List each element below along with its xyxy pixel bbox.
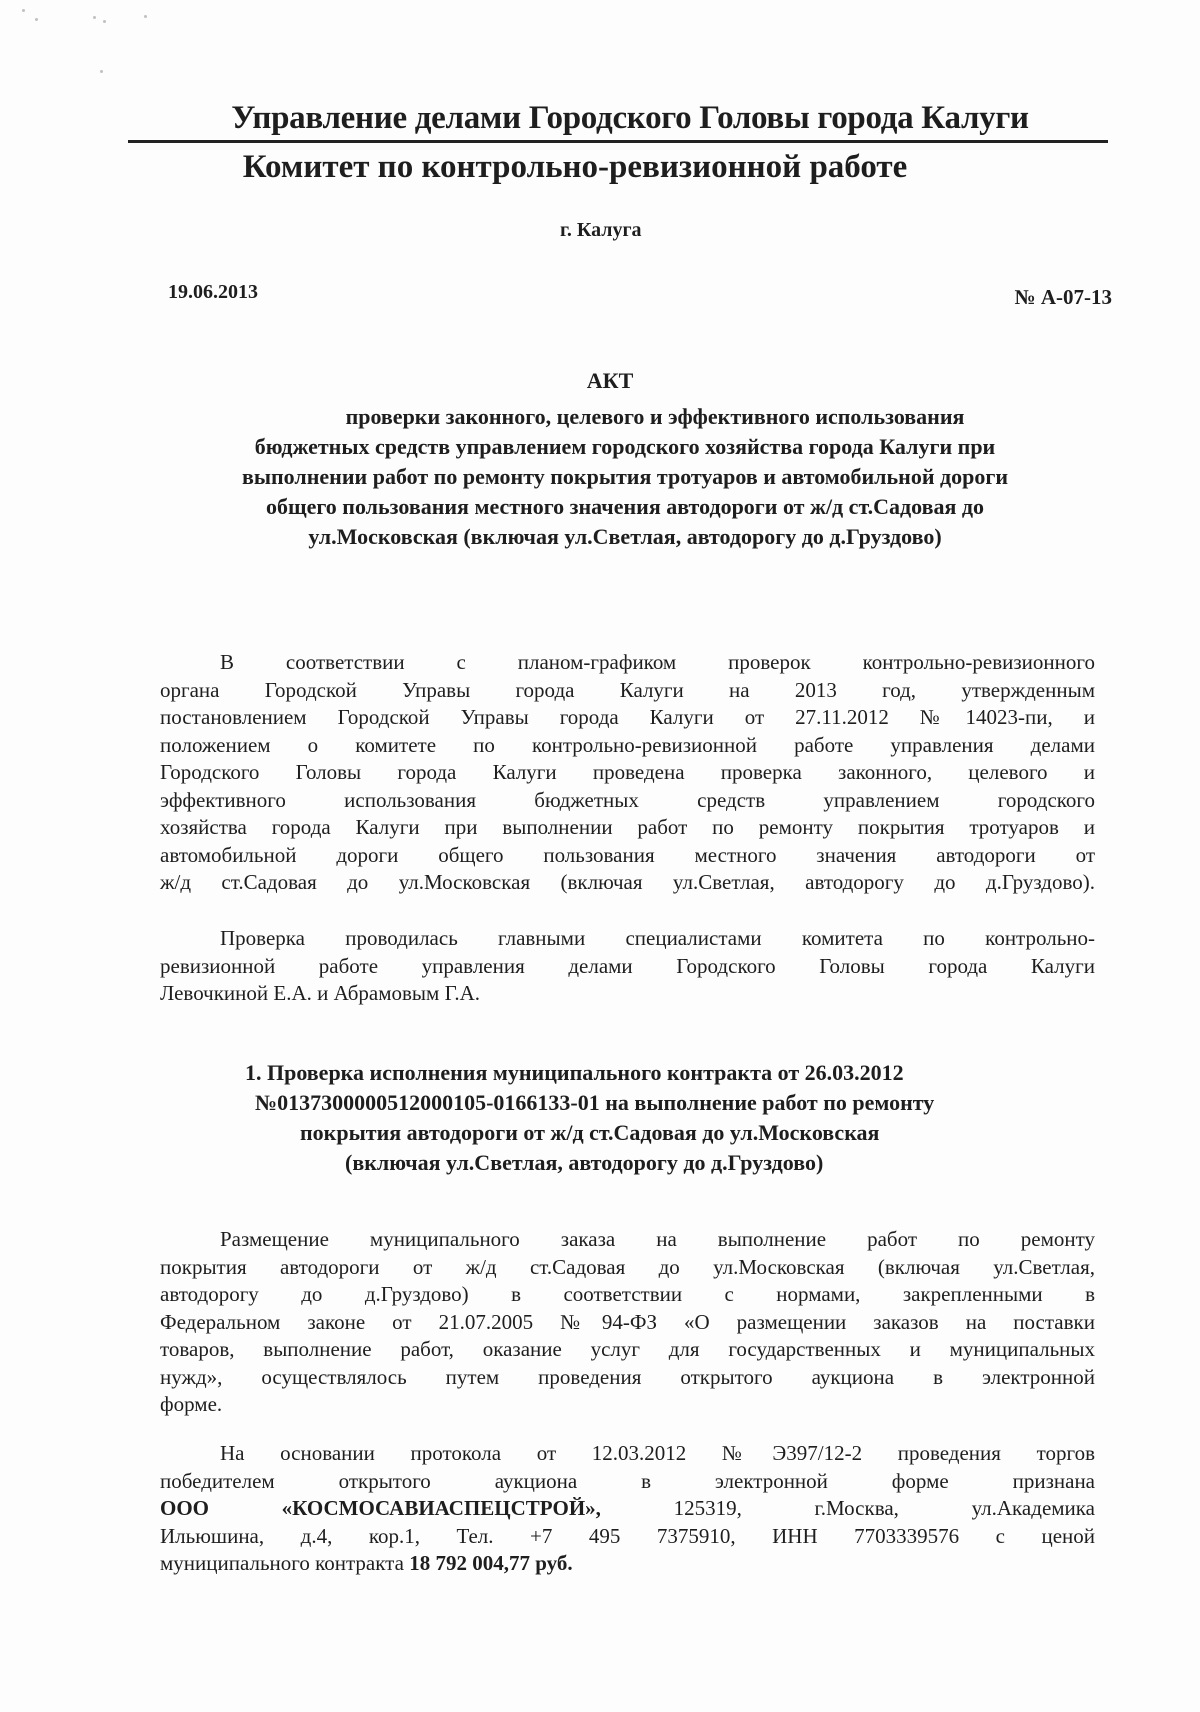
committee-title: Комитет по контрольно-ревизионной работе [242, 149, 908, 185]
paragraph-line: эффективного использования бюджетных средств управлением городского [160, 787, 1095, 812]
paragraph-line: автодорогу до д.Груздово) в соответствии с нормами, закрепленными в [160, 1282, 1095, 1306]
scan-speck [100, 70, 103, 73]
paragraph-basis [160, 649, 1095, 897]
paragraph-inspectors [160, 925, 1095, 1008]
paragraph-line: Ильюшина, д.4, кор.1, Тел. +7 495 7375910, ИНН 7703339576 с ценой [160, 1523, 1095, 1548]
paragraph-line: На основании протокола от 12.03.2012 №Э397/12-2 проведения торгов [220, 1441, 1095, 1465]
city-label: г. Калуга [560, 219, 642, 241]
document-date: 19.06.2013 [168, 281, 258, 303]
paragraph-line: хозяйства города Калуги при выполнении работ по ремонту покрытия тротуаров и [160, 815, 1095, 839]
section-1-heading [245, 1058, 1115, 1178]
contract-price-label: муниципального контракта [160, 1551, 410, 1575]
act-subtitle-line: общего пользования местного значения автодороги от ж/д ст.Садовая до [266, 494, 984, 519]
organization-title: Управление делами Городского Головы города Калуги [231, 100, 1029, 136]
act-subtitle [160, 402, 1090, 552]
paragraph-line: Проверка проводилась главными специалистами комитета по контрольно- [220, 926, 1095, 950]
paragraph-line: форме. [160, 1392, 223, 1416]
paragraph-line: Левочкиной Е.А. и Абрамовым Г.А. [160, 981, 481, 1005]
paragraph-procurement [160, 1226, 1095, 1419]
paragraph-line: покрытия автодороги от ж/д ст.Садовая до ул.Московская (включая ул.Светлая, [160, 1254, 1095, 1279]
contract-price-value: 18 792 004,77 руб. [409, 1551, 573, 1575]
paragraph-line: победителем открытого аукциона в электронной форме признана [160, 1468, 1095, 1493]
document-number: № А-07-13 [1014, 285, 1112, 309]
paragraph-line [160, 1550, 1095, 1578]
section-heading-line: покрытия автодороги от ж/д ст.Садовая до ул.Московская [300, 1120, 880, 1145]
scan-speck [103, 20, 106, 23]
paragraph-line: Городского Головы города Калуги проведена проверка законного, целевого и [160, 760, 1095, 784]
paragraph-line: ревизионной работе управления делами Городского Головы города Калуги [160, 953, 1095, 978]
paragraph-line: ж/д ст.Садовая до ул.Московская (включая ул.Светлая, автодорогу до д.Груздово). [160, 870, 1095, 894]
scan-speck [35, 18, 38, 21]
paragraph-line: органа Городской Управы города Калуги на 2013 год, утвержденным [160, 677, 1095, 702]
paragraph-line: Размещение муниципального заказа на выполнение работ по ремонту [220, 1227, 1095, 1251]
paragraph-line: товаров, выполнение работ, оказание услуг для государственных и муниципальных [160, 1337, 1095, 1361]
paragraph-line: нужд», осуществлялось путем проведения открытого аукциона в электронной [160, 1364, 1095, 1389]
section-heading-line: №0137300000512000105-0166133-01 на выполнение работ по ремонту [255, 1090, 935, 1115]
act-subtitle-line: проверки законного, целевого и эффективного использования [345, 404, 965, 429]
contractor-name: ООО «КОСМОСАВИАСПЕЦСТРОЙ», [160, 1496, 601, 1520]
paragraph-line: положением о комитете по контрольно-ревизионной работе управления делами [160, 732, 1095, 757]
paragraph-line: Федеральном законе от 21.07.2005 №94-ФЗ «О размещении заказов на поставки [160, 1309, 1095, 1334]
paragraph-auction-winner [160, 1440, 1095, 1578]
paragraph-line: постановлением Городской Управы города Калуги от 27.11.2012 №14023-пи, и [160, 705, 1095, 729]
section-heading-line: 1. Проверка исполнения муниципального контракта от 26.03.2012 [245, 1060, 904, 1085]
paragraph-line: В соответствии с планом-графиком проверок контрольно-ревизионного [220, 650, 1095, 674]
scan-speck [93, 16, 96, 19]
paragraph-line: автомобильной дороги общего пользования местного значения автодороги от [160, 842, 1095, 867]
act-subtitle-line: выполнении работ по ремонту покрытия тротуаров и автомобильной дороги [241, 464, 1009, 489]
scan-speck [22, 9, 25, 12]
header-divider [128, 140, 1108, 143]
act-subtitle-line: бюджетных средств управлением городского хозяйства города Калуги при [254, 434, 996, 459]
act-subtitle-line: ул.Московская (включая ул.Светлая, автодорогу до д.Груздово) [308, 524, 942, 549]
paragraph-line [160, 1495, 1095, 1523]
contractor-address: 125319, г.Москва, ул.Академика [600, 1496, 1095, 1520]
act-title: АКТ [586, 368, 634, 393]
scan-speck [144, 15, 147, 18]
section-heading-line: (включая ул.Светлая, автодорогу до д.Груздово) [345, 1150, 824, 1175]
